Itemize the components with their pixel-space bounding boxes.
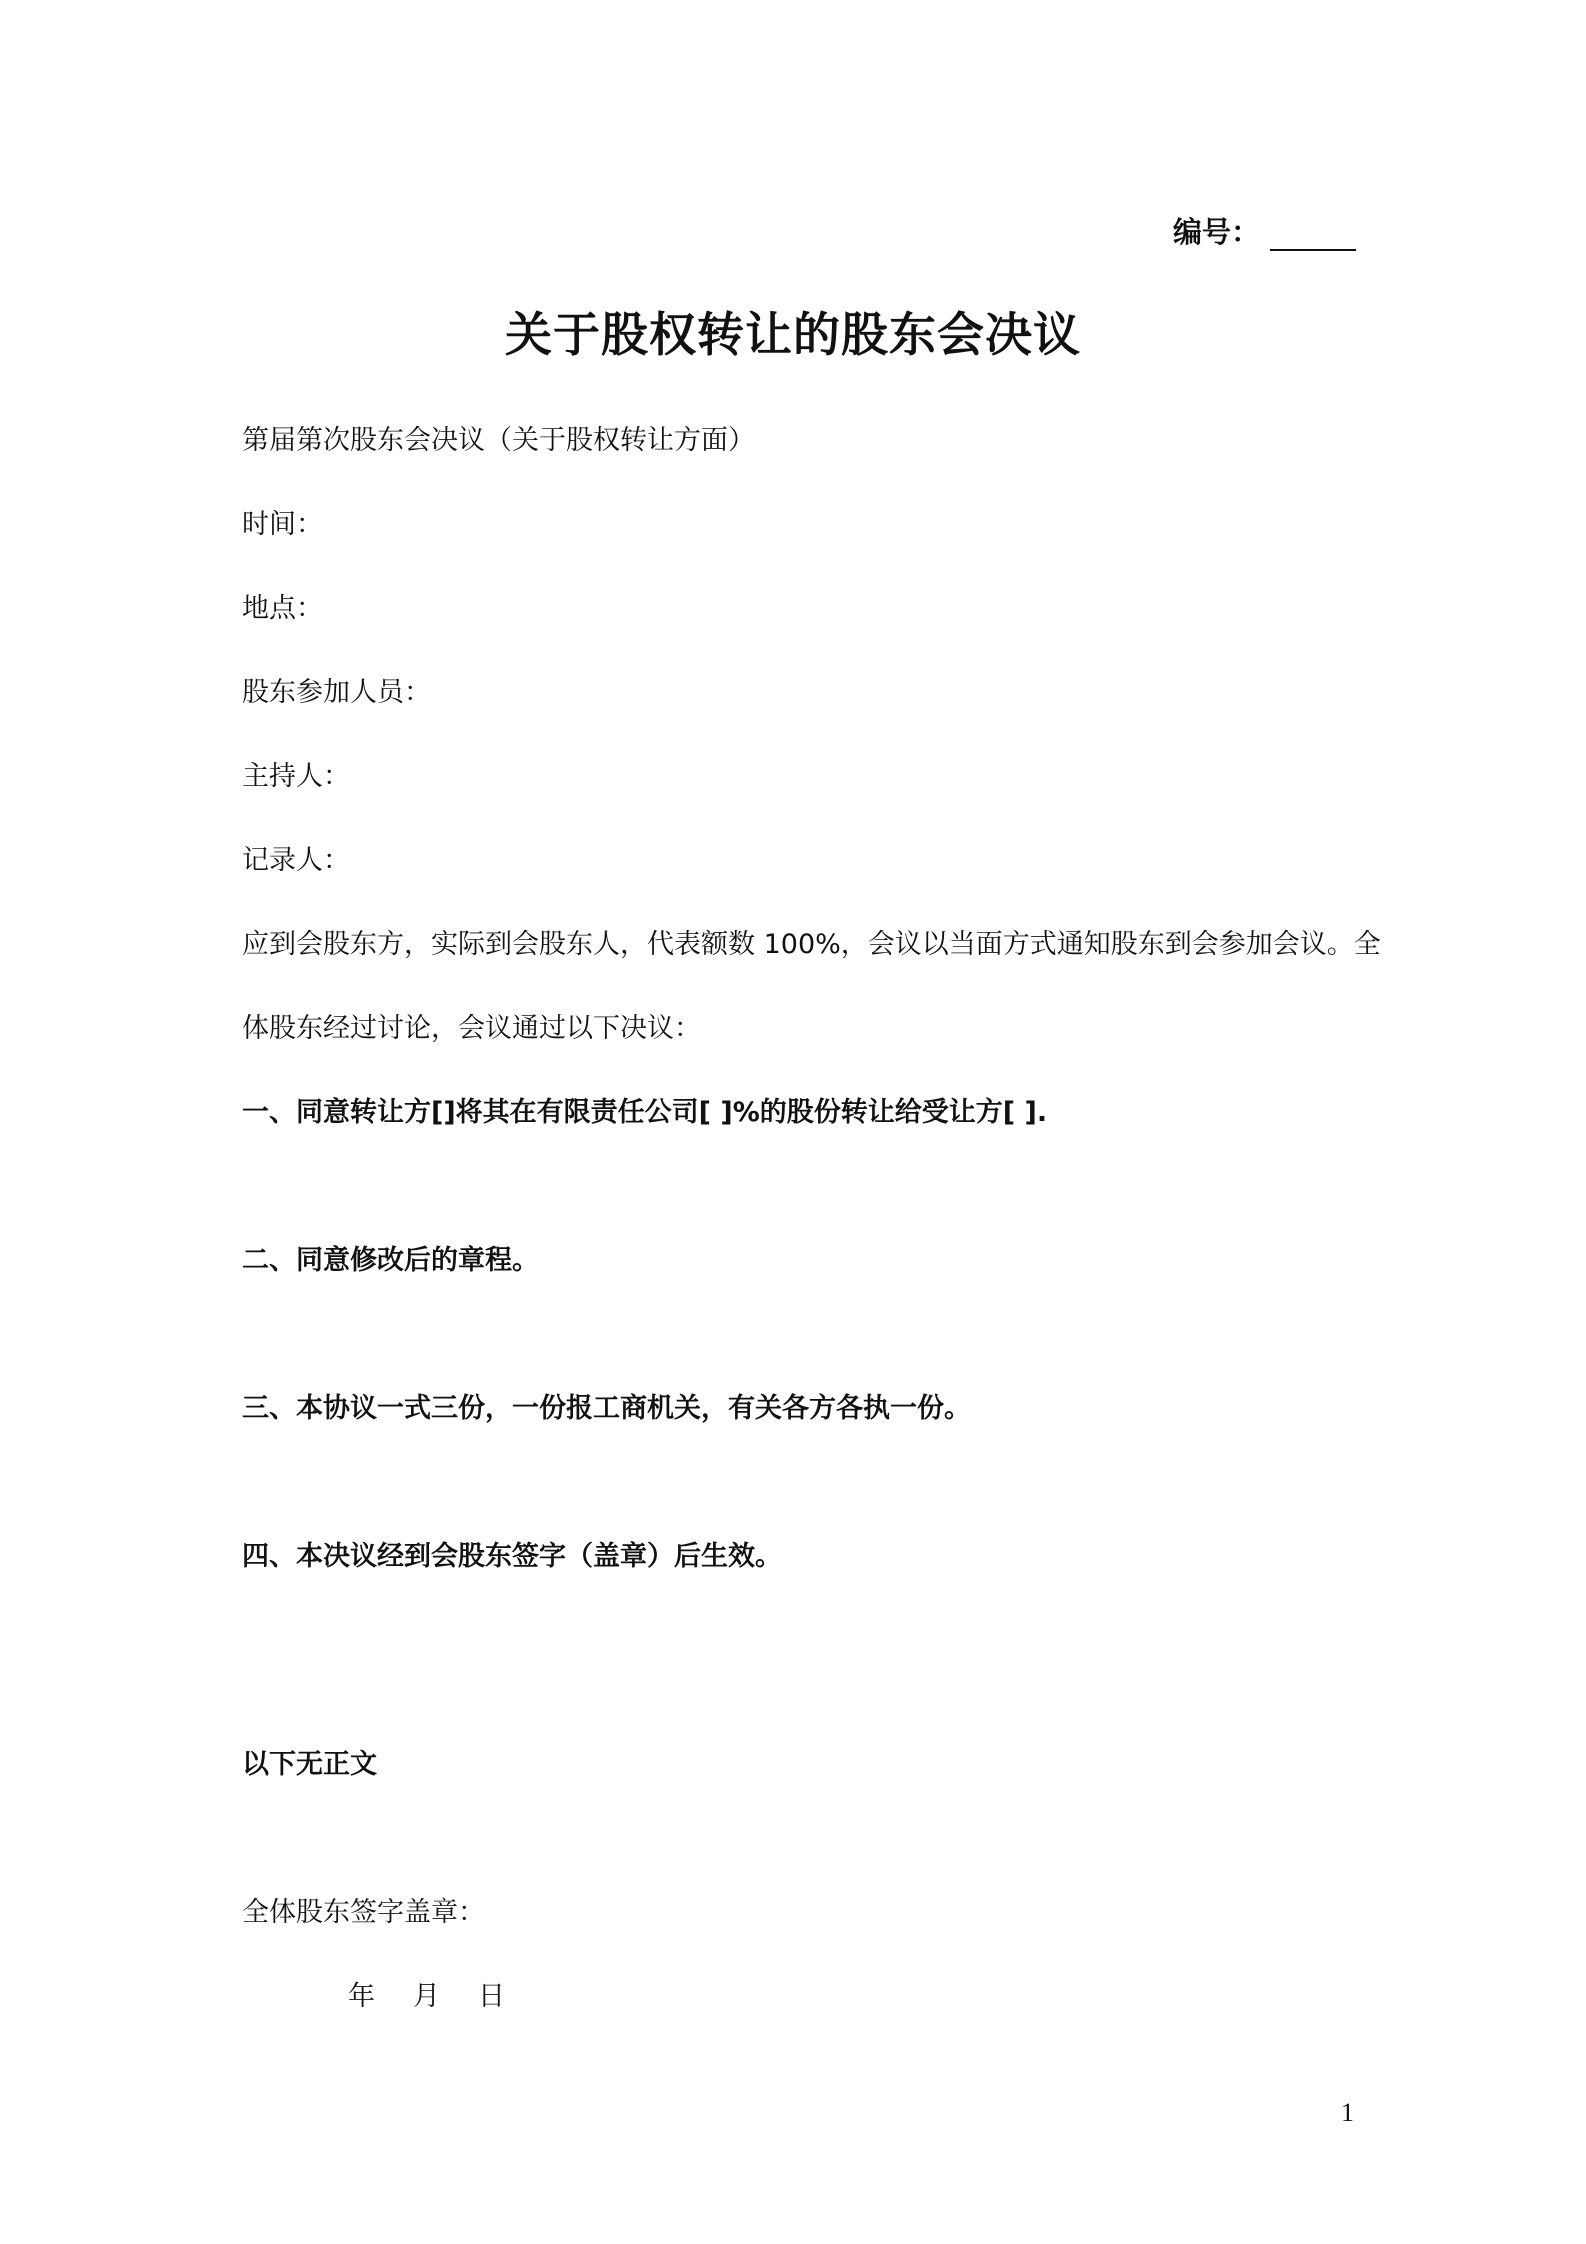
serial-blank-line bbox=[1270, 219, 1356, 251]
intro-line-2: 体股东经过讨论，会议通过以下决议： bbox=[242, 1013, 701, 1044]
field-attendees: 股东参加人员： bbox=[242, 677, 431, 708]
serial-label: 编号： bbox=[1172, 215, 1260, 249]
document-title: 关于股权转让的股东会决议 bbox=[505, 308, 1081, 363]
session-subtitle: 第届第次股东会决议（关于股权转让方面） bbox=[242, 425, 755, 456]
resolution-1: 一、同意转让方[]将其在有限责任公司[ ]%的股份转让给受让方[ ]. bbox=[242, 1097, 1048, 1128]
date-day: 日 bbox=[478, 1981, 505, 2012]
signature-label: 全体股东签字盖章： bbox=[242, 1897, 485, 1928]
field-host: 主持人： bbox=[242, 761, 350, 792]
signature-date bbox=[348, 1974, 505, 2013]
end-note: 以下无正文 bbox=[242, 1749, 377, 1780]
intro-line-1: 应到会股东方，实际到会股东人，代表额数 100%，会议以当面方式通知股东到会参加会议。全 bbox=[242, 929, 1381, 960]
field-place: 地点： bbox=[242, 593, 323, 624]
date-month: 月 bbox=[413, 1981, 440, 2012]
field-recorder: 记录人： bbox=[242, 845, 350, 876]
resolution-2: 二、同意修改后的章程。 bbox=[242, 1245, 539, 1276]
page-number: 1 bbox=[1341, 2098, 1354, 2127]
date-year: 年 bbox=[348, 1981, 375, 2012]
resolution-3: 三、本协议一式三份，一份报工商机关，有关各方各执一份。 bbox=[242, 1393, 971, 1424]
serial-number bbox=[1173, 210, 1356, 251]
resolution-4: 四、本决议经到会股东签字（盖章）后生效。 bbox=[242, 1541, 782, 1572]
field-time: 时间： bbox=[242, 509, 323, 540]
